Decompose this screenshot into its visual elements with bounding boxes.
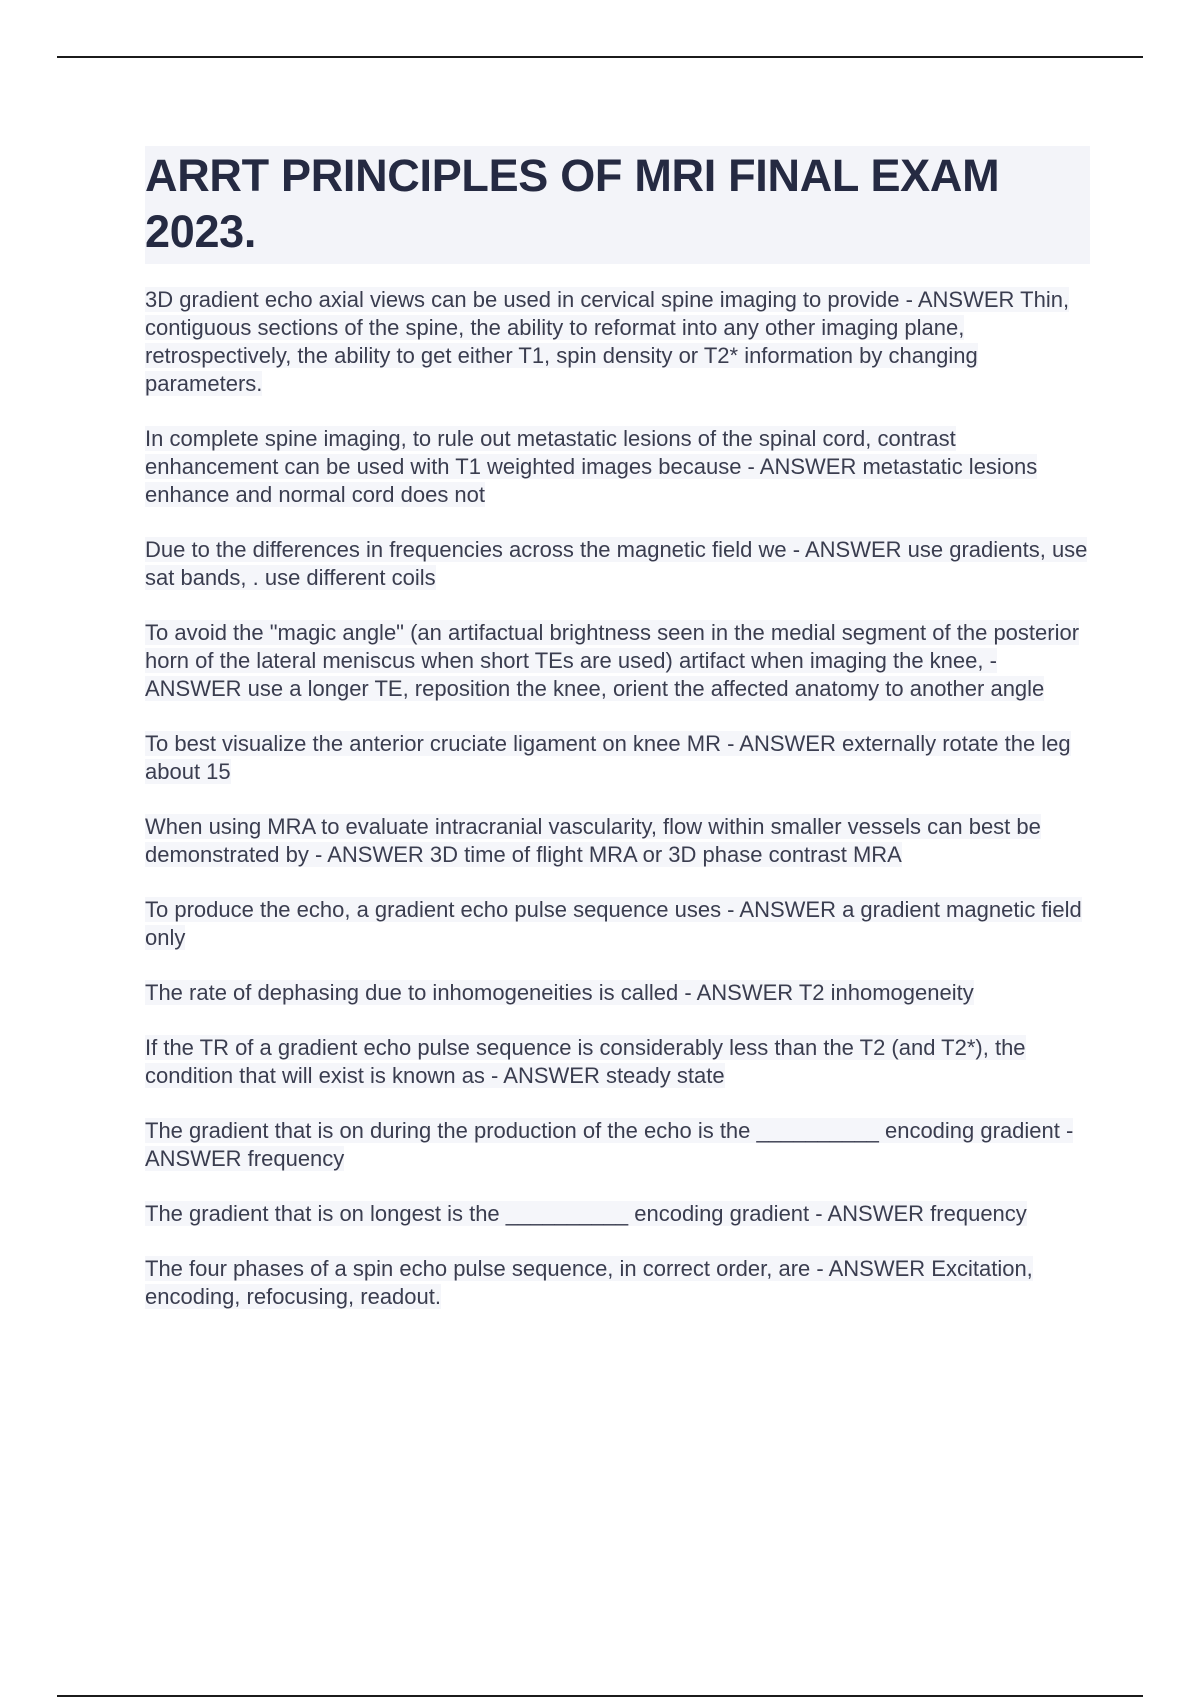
top-divider <box>57 56 1143 58</box>
qa-item-text: The four phases of a spin echo pulse sequence, in correct order, are - ANSWER Excitation, encoding, refocusing, readout. <box>145 1256 1033 1309</box>
qa-list <box>145 286 1090 1311</box>
qa-item-text: The rate of dephasing due to inhomogeneities is called - ANSWER T2 inhomogeneity <box>145 980 974 1005</box>
document-page <box>145 146 1090 1338</box>
qa-item <box>145 1255 1090 1311</box>
qa-item <box>145 1117 1090 1173</box>
qa-item <box>145 619 1090 703</box>
qa-item-text: In complete spine imaging, to rule out metastatic lesions of the spinal cord, contrast enhancement can be used with T1 weighted images because - ANSWER metastatic lesions enhance and normal cord does not <box>145 426 1038 507</box>
qa-item-text: 3D gradient echo axial views can be used in cervical spine imaging to provide - ANSWER Thin, contiguous sections of the spine, the ability to reformat into any other imaging plane, retrospectively, the ability to get either T1, spin density or T2* information by changing parameters. <box>145 287 1070 396</box>
qa-item-text: To avoid the "magic angle" (an artifactual brightness seen in the medial segment of the posterior horn of the lateral meniscus when short TEs are used) artifact when imaging the knee, - ANSWER use a longer TE, reposition the knee, orient the affected anatomy to another angle <box>145 620 1080 701</box>
qa-item-text: Due to the differences in frequencies across the magnetic field we - ANSWER use gradients, use sat bands, . use different coils <box>145 537 1088 590</box>
qa-item <box>145 730 1090 786</box>
qa-item-text: The gradient that is on during the production of the echo is the __________ encoding gradient - ANSWER frequency <box>145 1118 1074 1171</box>
qa-item <box>145 896 1090 952</box>
qa-item <box>145 979 1090 1007</box>
qa-item <box>145 813 1090 869</box>
qa-item <box>145 286 1090 398</box>
qa-item <box>145 1200 1090 1228</box>
qa-item-text: The gradient that is on longest is the __________ encoding gradient - ANSWER frequency <box>145 1201 1027 1226</box>
qa-item <box>145 536 1090 592</box>
bottom-divider <box>57 1695 1143 1697</box>
qa-item-text: If the TR of a gradient echo pulse sequence is considerably less than the T2 (and T2*), the condition that will exist is known as - ANSWER steady state <box>145 1035 1026 1088</box>
qa-item <box>145 425 1090 509</box>
qa-item-text: To produce the echo, a gradient echo pulse sequence uses - ANSWER a gradient magnetic field only <box>145 897 1082 950</box>
qa-item-text: When using MRA to evaluate intracranial vascularity, flow within smaller vessels can best be demonstrated by - ANSWER 3D time of flight MRA or 3D phase contrast MRA <box>145 814 1041 867</box>
document-title: ARRT PRINCIPLES OF MRI FINAL EXAM 2023. <box>145 146 1090 264</box>
qa-item-text: To best visualize the anterior cruciate ligament on knee MR - ANSWER externally rotate the leg about 15 <box>145 731 1071 784</box>
qa-item <box>145 1034 1090 1090</box>
